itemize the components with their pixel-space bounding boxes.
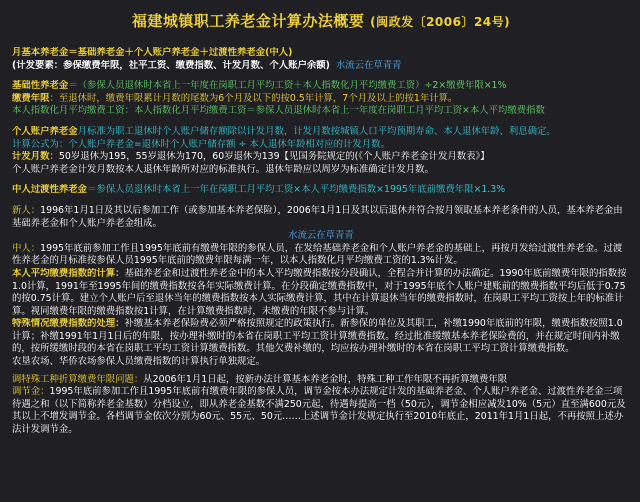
special-label: 特殊情况缴费指数的处理：	[12, 318, 125, 330]
personal-account-note-line	[12, 164, 630, 177]
years-line	[12, 93, 630, 106]
years-label: 缴费年限	[12, 92, 50, 104]
watermark-line	[12, 230, 630, 243]
avg-index-text: 基础养老金和过渡性养老金中的本人平均缴费指数按分段确认，全程合并计算的办法确定。1990年底前缴费年限的指数按1.0计算，1991年至1995年间的缴费指数按各年实际缴费计算。在分段确定缴费指数中，对于1995年底个人账户建账前的缴费指数平均后低于0.75的按0.75计算。建立个人账户后至退休当年的缴费指数按本人实际缴费计算，其中在计算退休当年的缴费指数时，在岗职工平均工资按上年的标准计算。视同缴费年限的缴费指数按1计算，在计算缴费指数时，未缴费的年限不参与计算。	[12, 267, 627, 317]
personal-account-label: 个人账户养老金	[12, 125, 78, 137]
special-text: 补缴基本养老保险费必须严格按照规定的政策执行。新参保的单位及其职工，补缴1990年底前的年限，缴费指数按照1.0计算；补缴1991年1月1日后的年限，按办理补缴时的本省在岗职工平均工资计算缴费指数。经过批准缓缴基本养老保险费的，并在规定时间内补缴的，按所缓缴时段的本省在岗职工平均工资计算缴费指数。其他欠费补缴的，均应按办理补缴时的本省在岗职工平均工资计算缴费指数。	[12, 318, 623, 355]
adjust-label: 调特殊工种折算缴费年限问题：	[12, 373, 144, 385]
new-person-paragraph	[12, 205, 630, 230]
spacer	[12, 176, 630, 184]
watermark-text-2: 水流云在草青青	[288, 230, 354, 242]
formula-params: (计发要素：参保缴费年限，社平工资、缴费指数、计发月数、个人账户余额)	[12, 59, 330, 71]
farm-line	[12, 356, 630, 369]
adjust-line	[12, 374, 630, 387]
formula-label: 月基本养老金	[12, 47, 69, 58]
spacer	[12, 197, 630, 205]
spacer	[12, 118, 630, 126]
years-text: ：至退休时，缴费年限累计月数的尾数为6个月及以下的按0.5年计算，7个月及以上的按1年计算。	[49, 92, 458, 104]
basic-pension-label: 基础性养老金	[12, 80, 69, 92]
title-subtitle: (闽政发〔2006〕24号)	[370, 15, 511, 29]
personal-account-text1: 月标准为职工退休时个人账户储存额除以计发月数，计发月数按城镇人口平均预期寿命、本人退休年龄、利息确定。	[77, 125, 556, 137]
avg-index-paragraph	[12, 268, 630, 318]
farm-text: 农垦农场、华侨农场参保人员缴费指数的计算执行单独规定。	[12, 356, 266, 368]
basic-pension-line	[12, 80, 630, 93]
spacer	[12, 72, 630, 80]
avg-index-label: 本人平均缴费指数的计算：	[12, 267, 125, 279]
months-text: ：50岁退休为195，55岁退休为170，60岁退休为139【见国务院规定的(《个人账户养老金计发月数表》】	[49, 151, 490, 163]
indexed-text: ：本人指数化月平均缴费工资＝参保人员退休时本省上一年度在岗职工月平均工资×本人平均缴费指数	[124, 105, 545, 117]
middle-person-label: 中人：	[12, 242, 41, 254]
adjust-text: 从2006年1月1日起，按新办法计算基本养老金时，特殊工种工作年限不再折算缴费年限	[143, 373, 508, 385]
formula-line	[12, 47, 630, 60]
title-main: 福建城镇职工养老金计算办法概要	[131, 12, 365, 30]
new-person-text: 1996年1月1日及其以后参加工作（或参加基本养老保险），2006年1月1日及其以后退休并符合按月领取基本养老条件的人员，基本养老金由基础养老金和个人账户养老金组成。	[12, 204, 623, 229]
months-label: 计发月数	[12, 151, 50, 163]
formula-expr: ＝基础养老金＋个人账户养老金＋过渡性养老金(中人)	[68, 47, 293, 58]
formula-params-line	[12, 60, 630, 73]
transition-expr: ＝参保人员退休时本省上一年在岗职工月平均工资×本人平均缴费指数×1995年底前缴费年限×1.3%	[87, 184, 506, 196]
watermark-text: 水流云在草青青	[335, 59, 402, 71]
fee-label: 调节金：	[12, 386, 50, 398]
basic-pension-expr: ＝（参保人员退休时本省上一年度在岗职工月平均工资＋本人指数化月平均缴费工资）÷2×缴费年限×1%	[68, 80, 507, 92]
new-person-label: 新人：	[12, 204, 41, 216]
indexed-label: 本人指数化月平均缴费工资	[12, 105, 125, 117]
personal-account-note: 个人账户养老金计发月数按本人退休年龄所对应的标准执行。退休年龄应以周岁为标准确定计发月数。	[12, 163, 434, 175]
personal-account-text2: 计算公式为：个人账户养老金=退休时个人账户储存额 ÷ 本人退休年龄相对应的计发月数。	[12, 138, 390, 150]
transition-label: 中人过渡性养老金	[12, 184, 88, 196]
personal-account-formula-line	[12, 139, 630, 152]
special-paragraph	[12, 318, 630, 356]
indexed-line	[12, 105, 630, 118]
middle-person-paragraph	[12, 243, 630, 268]
fee-paragraph	[12, 386, 630, 436]
personal-account-line	[12, 126, 630, 139]
transition-line	[12, 184, 630, 197]
middle-person-text: 1995年底前参加工作且1995年底前有缴费年限的参保人员，在发给基础养老金和个人账户养老金的基础上，再按月发给过渡性养老金。过渡性养老金的月标准按参保人员1995年底前的缴费年限每满一年，以本人指数化月平均缴费工资的1.3%计发。	[12, 242, 623, 267]
page-title	[12, 10, 630, 31]
fee-text: 1995年底前参加工作且1995年底前有缴费年限的参保人员，调节金按本办法规定计发的基础养老金、个人账户养老金、过渡性养老金三项待遇之和（以下简称养老金基数）分档设立，即从养老金基数不满250元起，待遇每提高一档（50元），调节金相应减发10%（5元）直至满600元及其以上不增发调节金。各档调节金依次分别为60元、55元、50元……上述调节金计发规定执行至2010年底止，2011年1月1日起，不再按照上述办法计发调节金。	[12, 386, 626, 436]
months-line	[12, 151, 630, 164]
